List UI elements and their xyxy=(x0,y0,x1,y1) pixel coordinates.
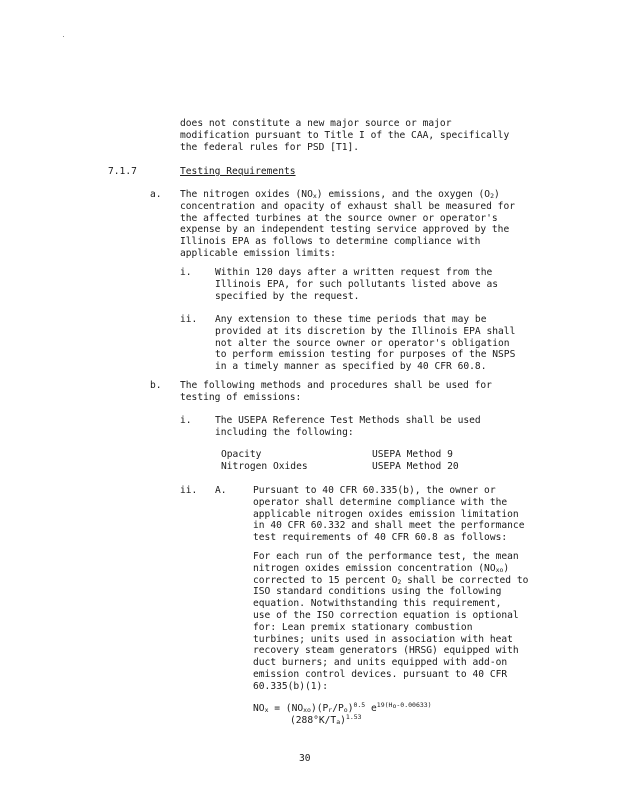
para2-line: recovery steam generators (HRSG) equipped with xyxy=(253,645,519,657)
para2-line: For each run of the performance test, the mean xyxy=(253,551,519,562)
item-b-i-marker: i. xyxy=(180,415,192,426)
para2-line: emission control devices. pursuant to 40 CFR xyxy=(253,668,508,680)
item-a-line: concentration and opacity of exhaust shall be measured for xyxy=(180,200,516,212)
item-b-line: testing of emissions: xyxy=(180,391,302,403)
nox-equation xyxy=(253,700,432,727)
intro-line: the federal rules for PSD [T1]. xyxy=(180,141,360,153)
item-a-ii-marker: ii. xyxy=(180,314,198,325)
para2-line: nitrogen oxides emission concentration $(NO_{xo})$ xyxy=(253,562,510,574)
item-a-line: Illinois EPA as follows to determine compliance with xyxy=(180,236,481,248)
item-a-i-line: Illinois EPA, for such pollutants listed above as xyxy=(215,278,499,290)
equation-line-2: $(288^\circ K/T_a)^{1.53}$ xyxy=(290,712,362,726)
para2-line: duct burners; and units equipped with add-on xyxy=(253,657,508,669)
item-a-ii-text xyxy=(215,314,515,373)
item-a-text xyxy=(180,189,515,260)
item-a-ii-line: provided at its discretion by the Illinois EPA shall xyxy=(215,325,516,337)
item-b-ii-a-marker: A. xyxy=(215,485,227,496)
item-a-marker: a. xyxy=(150,189,162,200)
item-b-ii-a-para1 xyxy=(253,485,524,544)
para1-line: applicable nitrogen oxides emission limitation xyxy=(253,508,519,520)
item-a-i-line: specified by the request. xyxy=(215,290,360,302)
scan-speck xyxy=(63,36,64,37)
method-pollutant: Nitrogen Oxides xyxy=(221,461,308,472)
item-b-i-line: The USEPA Reference Test Methods shall be used xyxy=(215,415,481,426)
item-a-ii-line: Any extension to these time periods that may be xyxy=(215,314,487,325)
item-b-i-text xyxy=(215,415,481,439)
equation-line-1: $NO_x = (NO_{xo})(P_r/P_o)^{0.5}$ $e^{19(H_o-0.00633)}$ xyxy=(253,700,432,714)
method-name: USEPA Method 9 xyxy=(372,449,453,460)
para2-line: turbines; units used in association with heat xyxy=(253,633,513,645)
item-a-i-marker: i. xyxy=(180,267,192,278)
para1-line: Pursuant to 40 CFR 60.335(b), the owner or xyxy=(253,485,496,496)
para1-line: operator shall determine compliance with the xyxy=(253,496,508,508)
item-a-ii-line: to perform emission testing for purposes of the NSPS xyxy=(215,349,516,361)
section-number: 7.1.7 xyxy=(108,166,137,177)
item-a-line: expense by an independent testing service approved by the xyxy=(180,224,510,236)
item-a-line: The nitrogen oxides $(NO_x)$ emissions, and the oxygen $(O_2)$ xyxy=(180,189,500,200)
item-b-marker: b. xyxy=(150,380,162,391)
item-a-ii-line: in a timely manner as specified by 40 CFR 60.8. xyxy=(215,361,487,373)
item-b-i-line: including the following: xyxy=(215,426,354,438)
para1-line: test requirements of 40 CFR 60.8 as follows: xyxy=(253,532,508,544)
method-name: USEPA Method 20 xyxy=(372,461,459,472)
item-a-i-line: Within 120 days after a written request from the xyxy=(215,267,493,278)
intro-line: modification pursuant to Title I of the CAA, specifically xyxy=(180,129,510,141)
item-a-line: the affected turbines at the source owner or operator's xyxy=(180,212,498,224)
item-a-i-text xyxy=(215,267,498,302)
item-b-text xyxy=(180,380,492,404)
page-number: 30 xyxy=(299,753,311,764)
para2-line: use of the ISO correction equation is optional xyxy=(253,609,519,621)
item-a-ii-line: not alter the source owner or operator's obligation xyxy=(215,337,510,349)
item-b-ii-marker: ii. xyxy=(180,485,198,496)
para2-line: for: Lean premix stationary combustion xyxy=(253,621,473,633)
para2-line: 60.335(b)(1): xyxy=(253,680,329,692)
item-b-line: The following methods and procedures shall be used for xyxy=(180,380,492,391)
intro-paragraph xyxy=(180,118,509,153)
para2-line: equation. Notwithstanding this requirement, xyxy=(253,598,502,610)
section-title: Testing Requirements xyxy=(180,166,296,177)
method-pollutant: Opacity xyxy=(221,449,262,460)
para2-line: ISO standard conditions using the following xyxy=(253,586,502,598)
item-b-ii-a-para2 xyxy=(253,551,528,693)
para2-line: corrected to 15 percent $O_2$ shall be corrected to xyxy=(253,574,529,586)
item-a-line: applicable emission limits: xyxy=(180,247,336,259)
para1-line: in 40 CFR 60.332 and shall meet the performance xyxy=(253,520,525,532)
intro-line: does not constitute a new major source or major xyxy=(180,118,452,129)
